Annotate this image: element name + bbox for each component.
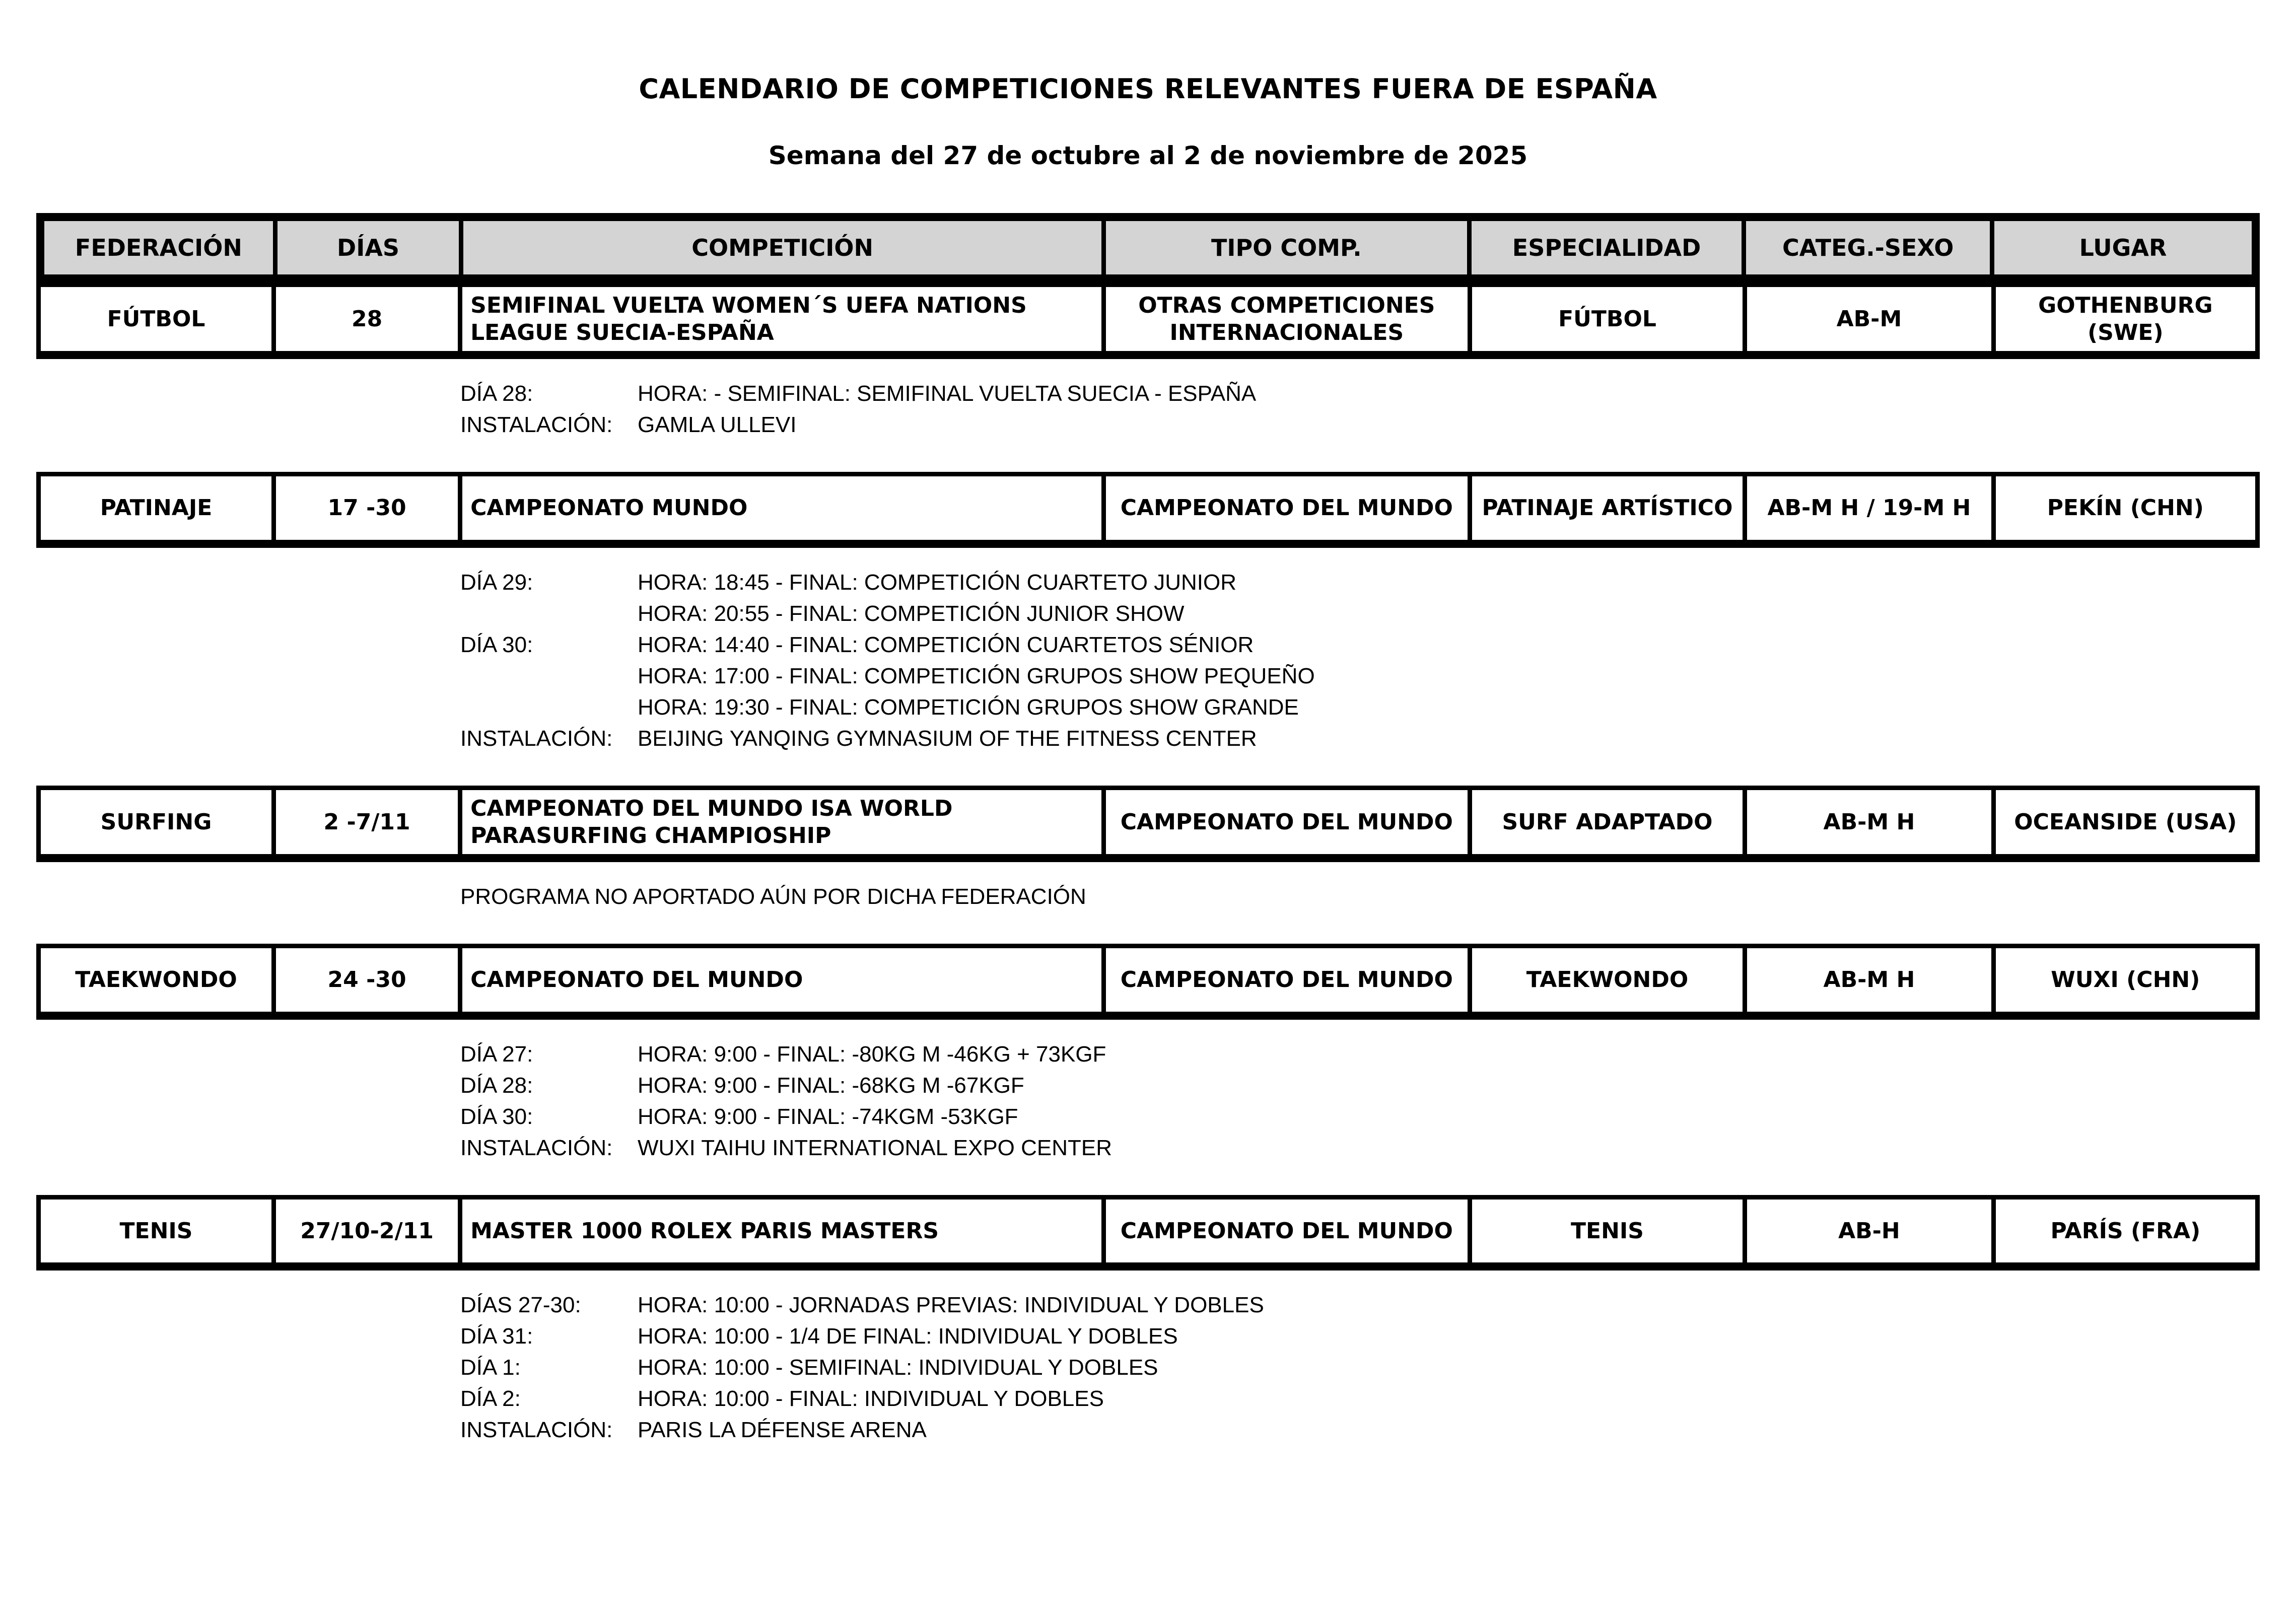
detail-line bbox=[460, 723, 2260, 754]
detail-line bbox=[460, 1039, 2260, 1070]
detail-text: BEIJING YANQING GYMNASIUM OF THE FITNESS CENTER bbox=[638, 726, 1257, 751]
detail-text: GAMLA ULLEVI bbox=[638, 412, 797, 438]
detail-label: DÍA 29: bbox=[460, 570, 533, 595]
cell-especialidad: TAEKWONDO bbox=[1470, 946, 1745, 1016]
detail-line bbox=[460, 1290, 2260, 1321]
cell-federacion: PATINAJE bbox=[39, 474, 274, 544]
table-row-futbol bbox=[36, 283, 2260, 359]
detail-text: HORA: 9:00 - FINAL: -80KG M -46KG + 73KGF bbox=[638, 1041, 1106, 1067]
cell-federacion: FÚTBOL bbox=[39, 285, 274, 356]
header-dias: DÍAS bbox=[275, 217, 461, 278]
table-row-taekwondo bbox=[36, 944, 2260, 1020]
page-title: CALENDARIO DE COMPETICIONES RELEVANTES FUERA DE ESPAÑA bbox=[639, 73, 1657, 105]
cell-competicion: SEMIFINAL VUELTA WOMEN´S UEFA NATIONS LEAGUE SUECIA-ESPAÑA bbox=[460, 285, 1104, 356]
cell-lugar: PARÍS (FRA) bbox=[1993, 1197, 2257, 1266]
cell-categ-sexo: AB-M H bbox=[1745, 946, 1993, 1016]
detail-line bbox=[460, 378, 2260, 409]
row-details-futbol bbox=[460, 378, 2260, 441]
header-categ-sexo: CATEG.-SEXO bbox=[1744, 217, 1992, 278]
table-header-row bbox=[36, 213, 2260, 283]
cell-dias: 27/10-2/11 bbox=[274, 1197, 460, 1266]
table-row bbox=[39, 788, 2258, 858]
cell-competicion: CAMPEONATO DEL MUNDO ISA WORLD PARASURFING CHAMPIOSHIP bbox=[460, 788, 1104, 858]
row-details-taekwondo bbox=[460, 1039, 2260, 1164]
cell-dias: 24 -30 bbox=[274, 946, 460, 1016]
cell-federacion: TAEKWONDO bbox=[39, 946, 274, 1016]
cell-dias: 17 -30 bbox=[274, 474, 460, 544]
detail-line bbox=[460, 409, 2260, 441]
cell-dias: 2 -7/11 bbox=[274, 788, 460, 858]
header-competicion: COMPETICIÓN bbox=[461, 217, 1104, 278]
header-especialidad: ESPECIALIDAD bbox=[1469, 217, 1744, 278]
detail-line bbox=[460, 661, 2260, 692]
detail-line bbox=[460, 1070, 2260, 1101]
detail-label: INSTALACIÓN: bbox=[460, 1135, 613, 1160]
header-tipo-comp: TIPO COMP. bbox=[1104, 217, 1470, 278]
header-lugar: LUGAR bbox=[1992, 217, 2256, 278]
detail-text: HORA: 9:00 - FINAL: -68KG M -67KGF bbox=[638, 1073, 1024, 1098]
detail-text: HORA: - SEMIFINAL: SEMIFINAL VUELTA SUECIA - ESPAÑA bbox=[638, 381, 1257, 406]
cell-federacion: SURFING bbox=[39, 788, 274, 858]
detail-line bbox=[460, 1352, 2260, 1383]
detail-line bbox=[460, 1321, 2260, 1352]
detail-text: HORA: 10:00 - 1/4 DE FINAL: INDIVIDUAL Y DOBLES bbox=[638, 1324, 1178, 1349]
detail-text: HORA: 14:40 - FINAL: COMPETICIÓN CUARTETOS SÉNIOR bbox=[638, 632, 1254, 657]
cell-categ-sexo: AB-M H / 19-M H bbox=[1745, 474, 1993, 544]
table-row-tenis bbox=[36, 1195, 2260, 1271]
detail-text: HORA: 10:00 - SEMIFINAL: INDIVIDUAL Y DOBLES bbox=[638, 1355, 1158, 1380]
cell-tipo-comp: OTRAS COMPETICIONES INTERNACIONALES bbox=[1103, 285, 1470, 356]
cell-tipo-comp: CAMPEONATO DEL MUNDO bbox=[1103, 1197, 1470, 1266]
detail-label: PROGRAMA NO APORTADO AÚN POR DICHA FEDERACIÓN bbox=[460, 884, 1086, 909]
detail-line bbox=[460, 692, 2260, 723]
detail-label: INSTALACIÓN: bbox=[460, 1418, 613, 1443]
cell-tipo-comp: CAMPEONATO DEL MUNDO bbox=[1103, 788, 1470, 858]
table-row bbox=[39, 474, 2258, 544]
cell-especialidad: FÚTBOL bbox=[1470, 285, 1745, 356]
detail-label: DÍAS 27-30: bbox=[460, 1293, 581, 1318]
detail-label: DÍA 28: bbox=[460, 381, 533, 406]
detail-label: DÍA 1: bbox=[460, 1355, 521, 1380]
detail-line bbox=[460, 1101, 2260, 1133]
page-subtitle: Semana del 27 de octubre al 2 de noviembre de 2025 bbox=[768, 141, 1528, 170]
detail-text: HORA: 9:00 - FINAL: -74KGM -53KGF bbox=[638, 1104, 1018, 1129]
detail-label: INSTALACIÓN: bbox=[460, 726, 613, 751]
detail-label: DÍA 31: bbox=[460, 1324, 533, 1349]
detail-line bbox=[460, 1133, 2260, 1164]
detail-label: DÍA 30: bbox=[460, 1104, 533, 1129]
cell-tipo-comp: CAMPEONATO DEL MUNDO bbox=[1103, 474, 1470, 544]
detail-text: HORA: 10:00 - FINAL: INDIVIDUAL Y DOBLES bbox=[638, 1386, 1104, 1412]
cell-competicion: MASTER 1000 ROLEX PARIS MASTERS bbox=[460, 1197, 1104, 1266]
detail-text: WUXI TAIHU INTERNATIONAL EXPO CENTER bbox=[638, 1135, 1112, 1160]
header-row bbox=[40, 217, 2256, 278]
cell-especialidad: TENIS bbox=[1470, 1197, 1745, 1266]
cell-federacion: TENIS bbox=[39, 1197, 274, 1266]
detail-label: INSTALACIÓN: bbox=[460, 412, 613, 438]
table-row-surfing bbox=[36, 786, 2260, 862]
detail-line bbox=[460, 1415, 2260, 1446]
detail-line bbox=[460, 881, 2260, 912]
detail-label: DÍA 30: bbox=[460, 632, 533, 657]
cell-especialidad: SURF ADAPTADO bbox=[1470, 788, 1745, 858]
table-row bbox=[39, 285, 2258, 356]
row-details-tenis bbox=[460, 1290, 2260, 1446]
detail-text: PARIS LA DÉFENSE ARENA bbox=[638, 1418, 927, 1443]
header-federacion: FEDERACIÓN bbox=[40, 217, 275, 278]
detail-text: HORA: 20:55 - FINAL: COMPETICIÓN JUNIOR SHOW bbox=[638, 601, 1185, 626]
cell-categ-sexo: AB-M bbox=[1745, 285, 1993, 356]
detail-text: HORA: 19:30 - FINAL: COMPETICIÓN GRUPOS SHOW GRANDE bbox=[638, 694, 1299, 720]
detail-line bbox=[460, 629, 2260, 661]
cell-categ-sexo: AB-H bbox=[1745, 1197, 1993, 1266]
detail-text: HORA: 17:00 - FINAL: COMPETICIÓN GRUPOS SHOW PEQUEÑO bbox=[638, 663, 1315, 688]
table-row bbox=[39, 946, 2258, 1016]
cell-competicion: CAMPEONATO MUNDO bbox=[460, 474, 1104, 544]
cell-competicion: CAMPEONATO DEL MUNDO bbox=[460, 946, 1104, 1016]
detail-label: DÍA 28: bbox=[460, 1073, 533, 1098]
cell-lugar: PEKÍN (CHN) bbox=[1993, 474, 2257, 544]
detail-line bbox=[460, 1383, 2260, 1415]
cell-dias: 28 bbox=[274, 285, 460, 356]
detail-label: DÍA 2: bbox=[460, 1386, 521, 1412]
cell-tipo-comp: CAMPEONATO DEL MUNDO bbox=[1103, 946, 1470, 1016]
table-row bbox=[39, 1197, 2258, 1266]
cell-especialidad: PATINAJE ARTÍSTICO bbox=[1470, 474, 1745, 544]
row-details-patinaje bbox=[460, 567, 2260, 754]
detail-text: HORA: 10:00 - JORNADAS PREVIAS: INDIVIDUAL Y DOBLES bbox=[638, 1293, 1264, 1318]
table-row-patinaje bbox=[36, 472, 2260, 548]
detail-text: HORA: 18:45 - FINAL: COMPETICIÓN CUARTETO JUNIOR bbox=[638, 570, 1237, 595]
cell-lugar: GOTHENBURG (SWE) bbox=[1993, 285, 2257, 356]
detail-line bbox=[460, 598, 2260, 629]
cell-lugar: OCEANSIDE (USA) bbox=[1993, 788, 2257, 858]
cell-lugar: WUXI (CHN) bbox=[1993, 946, 2257, 1016]
detail-label: DÍA 27: bbox=[460, 1041, 533, 1067]
row-details-surfing bbox=[460, 881, 2260, 912]
cell-categ-sexo: AB-M H bbox=[1745, 788, 1993, 858]
detail-line bbox=[460, 567, 2260, 598]
